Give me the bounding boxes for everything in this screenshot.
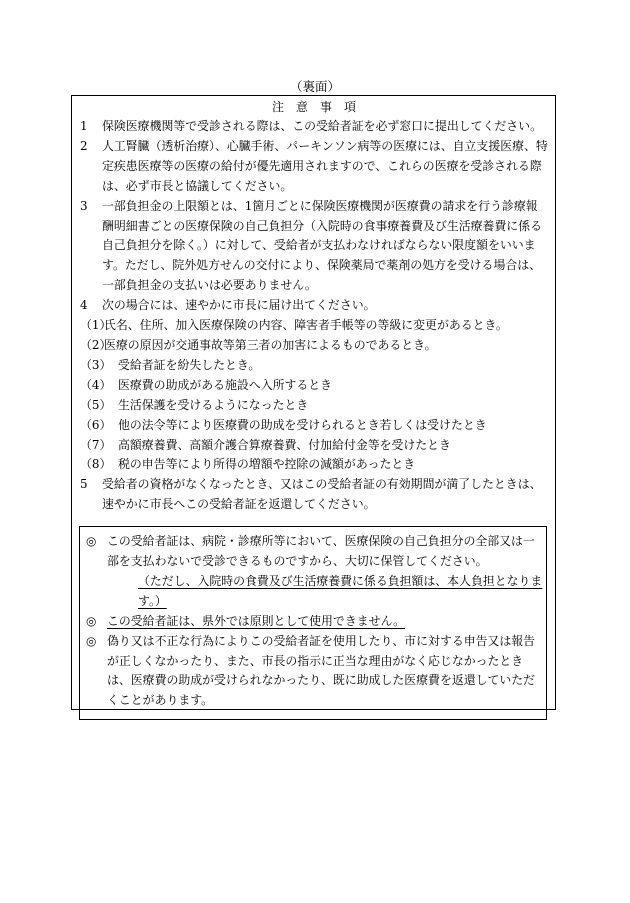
sub-item-number: （2）	[80, 337, 112, 352]
item-text: 次の場合には、速やかに市長に届け出てください。	[102, 298, 376, 313]
sub-item-2	[80, 336, 548, 356]
sub-item-number: （8）	[80, 457, 112, 472]
note-parenthetical-text: （ただし、入院時の食費及び生活療養費に係る負担額は、本人負担となります。）	[138, 573, 543, 608]
notice-body	[80, 117, 548, 515]
item-number: 1	[80, 119, 88, 133]
item-number: 5	[80, 477, 88, 492]
item-number: 2	[80, 138, 88, 153]
sub-item-number: （6）	[80, 417, 112, 432]
sub-item-3	[80, 356, 548, 376]
sub-item-number: （3）	[80, 357, 112, 372]
notice-box	[71, 95, 556, 710]
sub-item-number: （1）	[80, 318, 112, 333]
note-text: この受給者証は、病院・診療所等において、医療保険の自己負担分の全部又は一部を支払わないで受診できるものですから、大切に保管してください。	[107, 534, 535, 569]
sub-item-4	[80, 376, 548, 396]
note-1-parenthetical	[86, 572, 543, 612]
sub-item-7	[80, 436, 548, 456]
note-1	[86, 532, 543, 572]
note-text: 偽り又は不正な行為によりこの受給者証を使用したり、市に対する申告又は報告が正しくなかったり、また、市長の指示に正当な理由がなく応じなかったときは、医療費の助成が受けられなかったり、既に助成した医療費を返還していただくことがあります。	[107, 633, 536, 708]
note-2	[86, 612, 543, 632]
item-text: 一部負担金の上限額とは、1箇月ごとに保険医療機関が医療費の請求を行う診療報酬明細書ごとの医療保険の自己負担分（入院時の食事療養費及び生活療養費に係る自己負担分を除く。）に対して、受給者が支払わなければならない限度額をいいます。ただし、院外処方せんの交付により、保険薬局で薬剤の処方を受ける場合は、一部負担金の支払いは必要ありません。	[102, 198, 542, 293]
sub-item-text: 氏名、住所、加入医療保険の内容、障害者手帳等の等級に変更があるとき。	[104, 318, 508, 333]
item-4	[80, 296, 548, 316]
sub-item-text: 高額療養費、高額介護合算療養費、付加給付金等を受けたとき	[118, 437, 451, 452]
item-1	[80, 117, 548, 137]
sub-item-text: 税の申告等により所得の増額や控除の減額があったとき	[118, 457, 416, 472]
item-number: 4	[80, 298, 88, 313]
double-circle-icon: ◎	[86, 633, 97, 648]
back-side-label: （裏面）	[289, 79, 340, 94]
item-text: 保険医療機関等で受診される際は、この受給者証を必ず窓口に提出してください。	[102, 119, 542, 133]
sub-item-text: 受給者証を紛失したとき。	[118, 357, 261, 372]
notice-heading: 注 意 事 項	[271, 100, 356, 114]
sub-item-8	[80, 455, 548, 475]
sub-item-number: （7）	[80, 437, 112, 452]
item-text: 人工腎臓（透析治療）、心臓手術、パーキンソン病等の医療には、自立支援医療、特定疾患医療等の医療の給付が優先適用されますので、これらの医療を受診される際は、必ず市長と協議してください。	[102, 138, 548, 193]
note-3	[86, 632, 543, 712]
caution-notes-box	[79, 526, 547, 720]
item-text: 受給者の資格がなくなったとき、又はこの受給者証の有効期間が満了したときは、速やかに市長へこの受給者証を返還してください。	[102, 477, 542, 512]
sub-item-text: 他の法令等により医療費の助成を受けられるとき若しくは受けたとき	[118, 417, 487, 432]
sub-item-number: （4）	[80, 377, 112, 392]
item-number: 3	[80, 198, 88, 213]
note-text: この受給者証は、県外では原則として使用できません。	[107, 613, 405, 628]
sub-item-text: 医療の原因が交通事故等第三者の加害によるものであるとき。	[104, 337, 437, 352]
sub-item-text: 生活保護を受けるようになったとき	[118, 397, 309, 412]
sub-item-text: 医療費の助成がある施設へ入所するとき	[118, 377, 333, 392]
item-2	[80, 137, 548, 197]
sub-item-6	[80, 416, 548, 436]
sub-item-5	[80, 396, 548, 416]
sub-item-number: （5）	[80, 397, 112, 412]
double-circle-icon: ◎	[86, 534, 97, 549]
sub-item-1	[80, 316, 548, 336]
item-5	[80, 475, 548, 515]
double-circle-icon: ◎	[86, 613, 97, 628]
item-3	[80, 197, 548, 297]
